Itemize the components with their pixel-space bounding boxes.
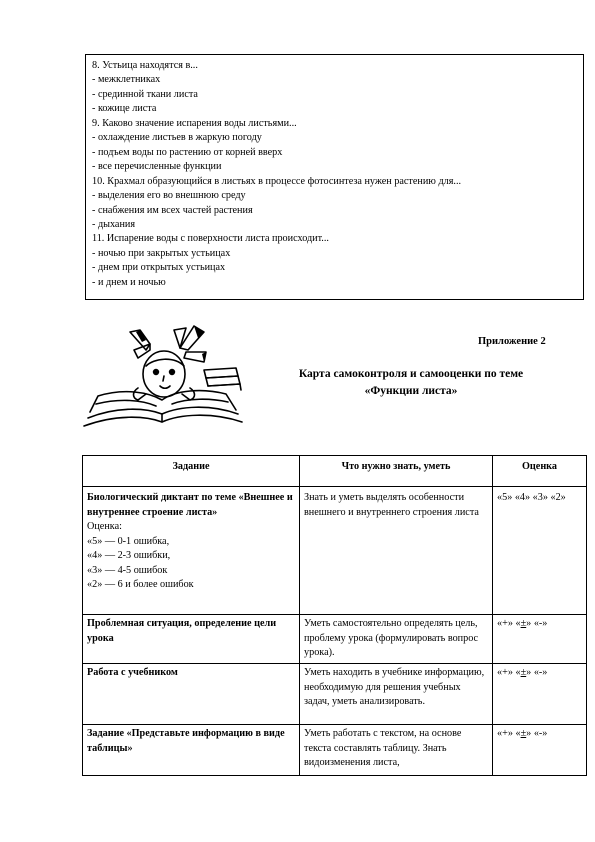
task-title: Работа с учебником [87, 667, 178, 678]
quiz-line: - днем при открытых устьицах [92, 262, 226, 274]
column-header-task: Задание [83, 456, 300, 487]
card-title [256, 366, 566, 400]
skill-cell: Уметь самостоятельно определять цель, проблему урока (формулировать вопрос урока). [300, 615, 493, 664]
task-cell [83, 664, 300, 725]
quiz-line: - ночью при закрытых устьицах [92, 247, 231, 259]
quiz-line: 9. Каково значение испарения воды листьями... [92, 117, 297, 129]
quiz-line: - кожице листа [92, 103, 157, 115]
quiz-line: - межклетниках [92, 74, 161, 86]
quiz-line: 8. Устьица находятся в... [92, 60, 198, 71]
quiz-line: - и днем и ночью [92, 276, 166, 288]
grade-cell: «5» «4» «3» «2» [493, 487, 587, 615]
task-cell [83, 725, 300, 776]
skill-cell: Уметь работать с текстом, на основе текста составлять таблицу. Знать видоизменения листа, [300, 725, 493, 776]
task-cell [83, 615, 300, 664]
task-cell [83, 487, 300, 615]
quiz-line: - дыхания [92, 218, 136, 230]
quiz-line: - подъем воды по растению от корней вверх [92, 146, 283, 158]
quiz-line: - срединной ткани листа [92, 88, 198, 100]
column-header-skills: Что нужно знать, уметь [300, 456, 493, 487]
quiz-line: - охлаждение листьев в жаркую погоду [92, 132, 262, 144]
table-row [83, 487, 587, 615]
grade-cell: «+» «±» «-» [493, 664, 587, 725]
task-note: «3» — 4-5 ошибок [87, 564, 168, 576]
table-row [83, 664, 587, 725]
skill-cell: Знать и уметь выделять особенности внешнего и внутреннего строения листа [300, 487, 493, 615]
skill-cell: Уметь находить в учебнике информацию, необходимую для решения учебных задач, уметь анализировать. [300, 664, 493, 725]
grade-cell: «+» «±» «-» [493, 725, 587, 776]
task-title: Задание «Представьте информацию в виде таблицы» [87, 728, 285, 754]
table-row [83, 615, 587, 664]
task-note: «4» — 2-3 ошибки, [87, 550, 171, 561]
quiz-line: - выделения его во внешнюю среду [92, 190, 246, 202]
self-assessment-table [82, 455, 587, 776]
quiz-line: - снабжения им всех частей растения [92, 204, 253, 216]
card-title-line-1: Карта самоконтроля и самооценки по теме [298, 368, 524, 380]
girl-reading-book-illustration [76, 318, 248, 430]
task-note: Оценка: [87, 521, 122, 532]
card-title-line-2: «Функции листа» [364, 385, 458, 397]
task-note: «5» — 0-1 ошибка, [87, 535, 170, 547]
table-header-row [83, 456, 587, 487]
task-title: Проблемная ситуация, определение цели урока [87, 618, 277, 644]
appendix-label: Приложение 2 [478, 336, 546, 347]
table-row [83, 725, 587, 776]
column-header-grade: Оценка [493, 456, 587, 487]
quiz-line: - все перечисленные функции [92, 161, 222, 173]
task-title: Биологический диктант по теме «Внешнее и внутреннее строение листа» [87, 492, 293, 518]
quiz-line: 10. Крахмал образующийся в листьях в процессе фотосинтеза нужен растению для... [92, 175, 462, 187]
quiz-questions-box [85, 54, 584, 300]
task-note: «2» — 6 и более ошибок [87, 579, 194, 590]
quiz-line: 11. Испарение воды с поверхности листа происходит... [92, 233, 329, 245]
grade-cell: «+» «±» «-» [493, 615, 587, 664]
